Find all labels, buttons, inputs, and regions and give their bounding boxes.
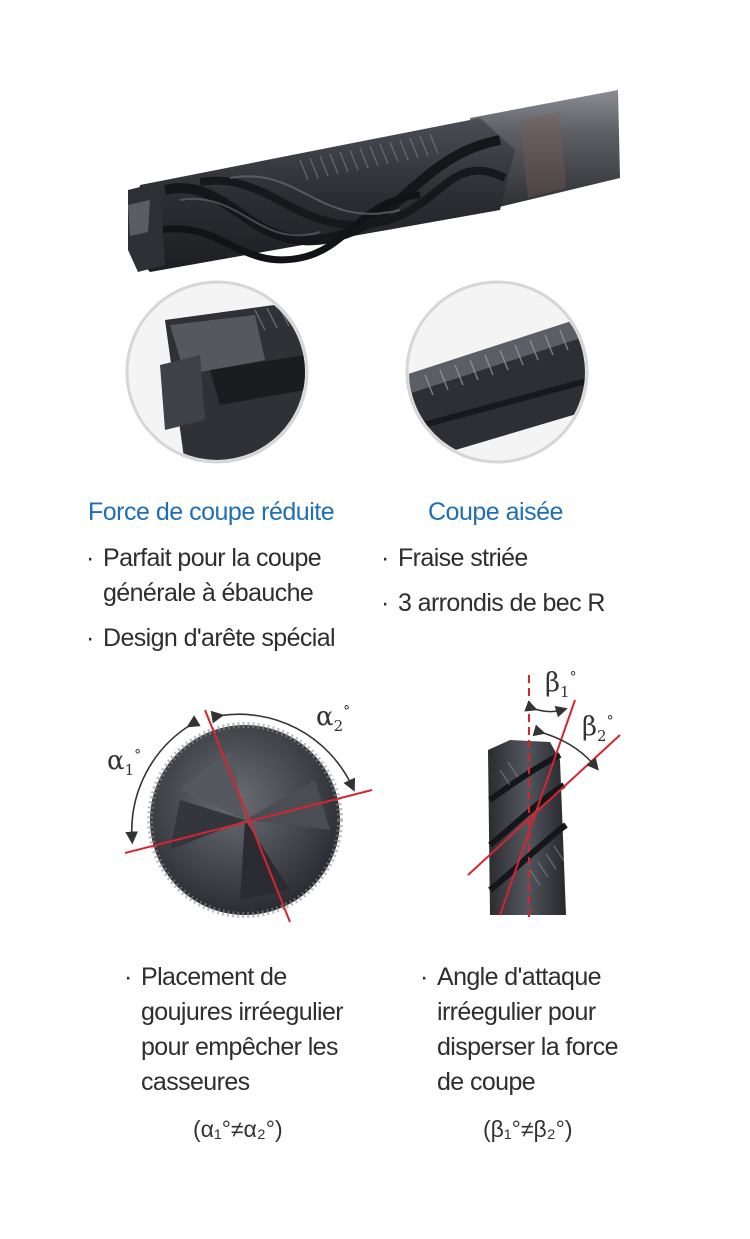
caption-line: irréegulier pour <box>437 998 596 1026</box>
feature-bullet <box>86 621 363 656</box>
bullet-dot: · <box>381 544 389 572</box>
alpha1-label: $\alpha_1^\circ$ <box>107 746 142 780</box>
cutting-edge-zoom-image <box>125 280 310 465</box>
feature-heading-reduced-force: Force de coupe réduite <box>88 498 335 526</box>
feature-bullet-text: Parfait pour la coupe générale à ébauche <box>103 544 322 607</box>
serrated-edge-zoom-image <box>405 280 590 465</box>
beta2-label: $\beta_2^\circ$ <box>582 712 614 746</box>
feature-bullet-text: Design d'arête spécial <box>103 624 335 652</box>
diagram-caption-flute <box>124 960 401 1100</box>
caption-line: disperser la force <box>437 1033 618 1061</box>
alpha-inequality: (α₁°≠α₂°) <box>193 1116 283 1142</box>
bullet-dot: · <box>86 544 94 572</box>
bullet-dot: · <box>86 624 94 652</box>
diagram-caption-helix <box>420 960 697 1100</box>
beta1-label: $\beta_1^\circ$ <box>545 668 577 702</box>
beta-inequality: (β₁°≠β₂°) <box>483 1116 573 1142</box>
bullet-dot: · <box>381 589 389 617</box>
caption-line: Angle d'attaque <box>437 963 601 991</box>
end-mill-product-image <box>0 0 750 290</box>
helix-angle-diagram <box>460 670 660 930</box>
feature-bullet <box>381 586 658 621</box>
caption-line: goujures irréegulier <box>141 998 344 1026</box>
caption-line: casseures <box>141 1068 250 1096</box>
feature-bullet-text: Fraise striée <box>398 544 528 572</box>
feature-bullet <box>86 541 363 611</box>
caption-line: Placement de <box>141 963 287 991</box>
caption-line: pour empêcher les <box>141 1033 338 1061</box>
feature-bullet <box>381 541 658 576</box>
caption-line: de coupe <box>437 1068 536 1096</box>
bullet-dot: · <box>124 963 132 991</box>
feature-bullet-text: 3 arrondis de bec R <box>398 589 605 617</box>
bullet-dot: · <box>420 963 428 991</box>
alpha2-label: $\alpha_2^\circ$ <box>316 702 351 736</box>
feature-heading-easy-cut: Coupe aisée <box>428 498 563 526</box>
